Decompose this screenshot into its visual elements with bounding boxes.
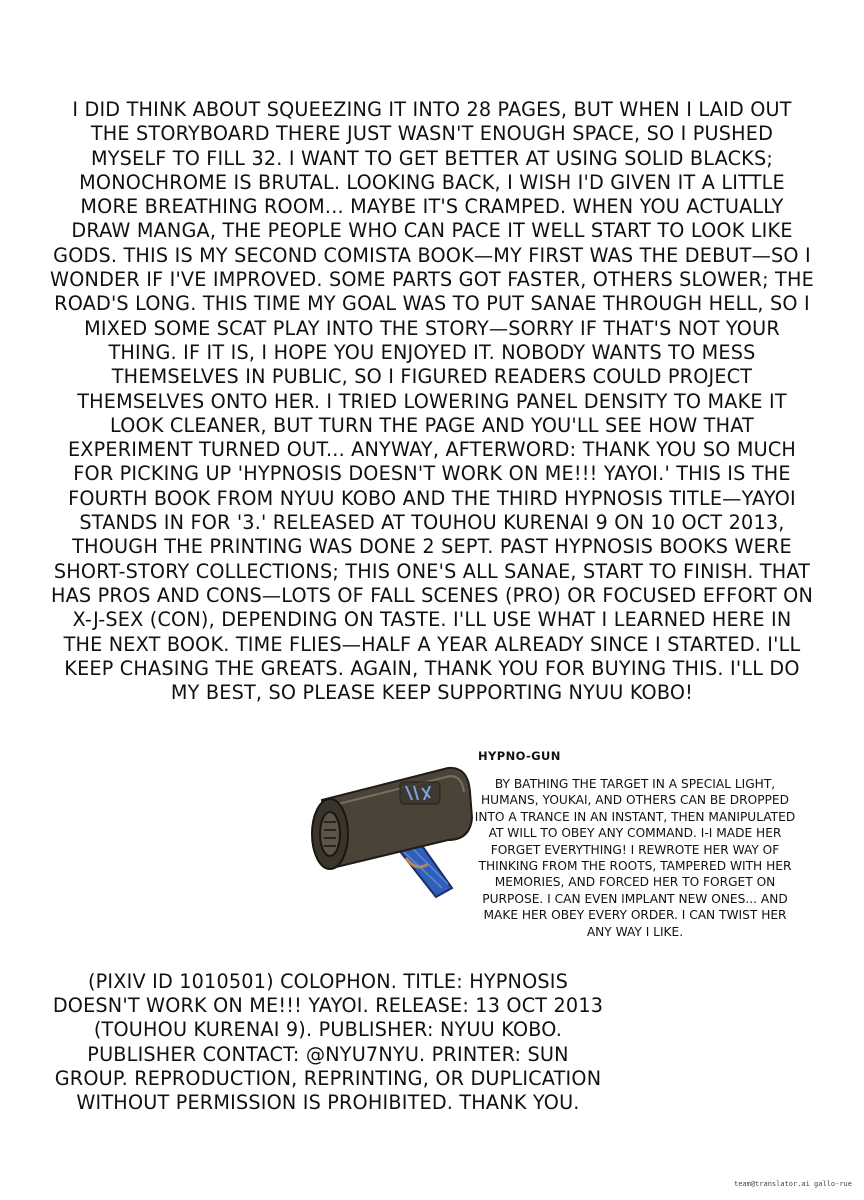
afterword-text: I DID THINK ABOUT SQUEEZING IT INTO 28 PAGES, BUT WHEN I LAID OUT THE STORYBOARD THERE JUST WASN'T ENOUGH SPACE, SO I PUSHED MYSELF TO FILL 32. I WANT TO GET BETTER AT USING SOLID BLACKS; MONOCHROME IS BRUTAL. LOOKING BACK, I WISH I'D GIVEN IT A LITTLE MORE BREATHING ROOM... MAYBE IT'S CRAMPED. WHEN YOU ACTUALLY DRAW MANGA, THE PEOPLE WHO CAN PACE IT WELL START TO LOOK LIKE GODS. THIS IS MY SECOND COMISTA BOOK—MY FIRST WAS THE DEBUT—SO I WONDER IF I'VE IMPROVED. SOME PARTS GOT FASTER, OTHERS SLOWER; THE ROAD'S LONG. THIS TIME MY GOAL WAS TO PUT SANAE THROUGH HELL, SO I MIXED SOME SCAT PLAY INTO THE STORY—SORRY IF THAT'S NOT YOUR THING. IF IT IS, I HOPE YOU ENJOYED IT. NOBODY WANTS TO MESS THEMSELVES IN PUBLIC, SO I FIGURED READERS COULD PROJECT THEMSELVES ONTO HER. I TRIED LOWERING PANEL DENSITY TO MAKE IT LOOK CLEANER, BUT TURN THE PAGE AND YOU'LL SEE HOW THAT EXPERIMENT TURNED OUT... ANYWAY, AFTERWORD: THANK YOU SO MUCH FOR PICKING UP 'HYPNOSIS DOESN'T WORK ON ME!!! YAYOI.' THIS IS THE FOURTH BOOK FROM NYUU KOBO AND THE THIRD HYPNOSIS TITLE—YAYOI STANDS IN FOR '3.' RELEASED AT TOUHOU KURENAI 9 ON 10 OCT 2013, THOUGH THE PRINTING WAS DONE 2 SEPT. PAST HYPNOSIS BOOKS WERE SHORT-STORY COLLECTIONS; THIS ONE'S ALL SANAE, START TO FINISH. THAT HAS PROS AND CONS—LOTS OF FALL SCENES (PRO) OR FOCUSED EFFORT ON X-J-SEX (CON), DEPENDING ON TASTE. I'LL USE WHAT I LEARNED HERE IN THE NEXT BOOK. TIME FLIES—HALF A YEAR ALREADY SINCE I STARTED. I'LL KEEP CHASING THE GREATS. AGAIN, THANK YOU FOR BUYING THIS. I'LL DO MY BEST, SO PLEASE KEEP SUPPORTING NYUU KOBO! [50,98,814,705]
credit-text: team@translator.ai gallo-rue [733,1180,852,1188]
item-description: BY BATHING THE TARGET IN A SPECIAL LIGHT, HUMANS, YOUKAI, AND OTHERS CAN BE DROPPED INTO A TRANCE IN AN INSTANT, THEN MANIPULATED AT WILL TO OBEY ANY COMMAND. I-I MADE HER FORGET EVERYTHING! I REWROTE HER WAY OF THINKING FROM THE ROOTS, TAMPERED WITH HER MEMORIES, AND FORCED HER TO FORGET ON PURPOSE. I CAN EVEN IMPLANT NEW ONES... AND MAKE HER OBEY EVERY ORDER. I CAN TWIST HER ANY WAY I LIKE. [474,777,796,939]
colophon-text: (PIXIV ID 1010501) COLOPHON. TITLE: HYPNOSIS DOESN'T WORK ON ME!!! YAYOI. RELEASE: 13 OCT 2013 (TOUHOU KURENAI 9). PUBLISHER: NYUU KOBO. PUBLISHER CONTACT: @NYU7NYU. PRINTER: SUN GROUP. REPRODUCTION, REPRINTING, OR DUPLICATION WITHOUT PERMISSION IS PROHIBITED. THANK YOU. [52,970,604,1115]
item-title: HYPNO-GUN [478,749,561,763]
hypno-gun-icon [300,760,475,900]
